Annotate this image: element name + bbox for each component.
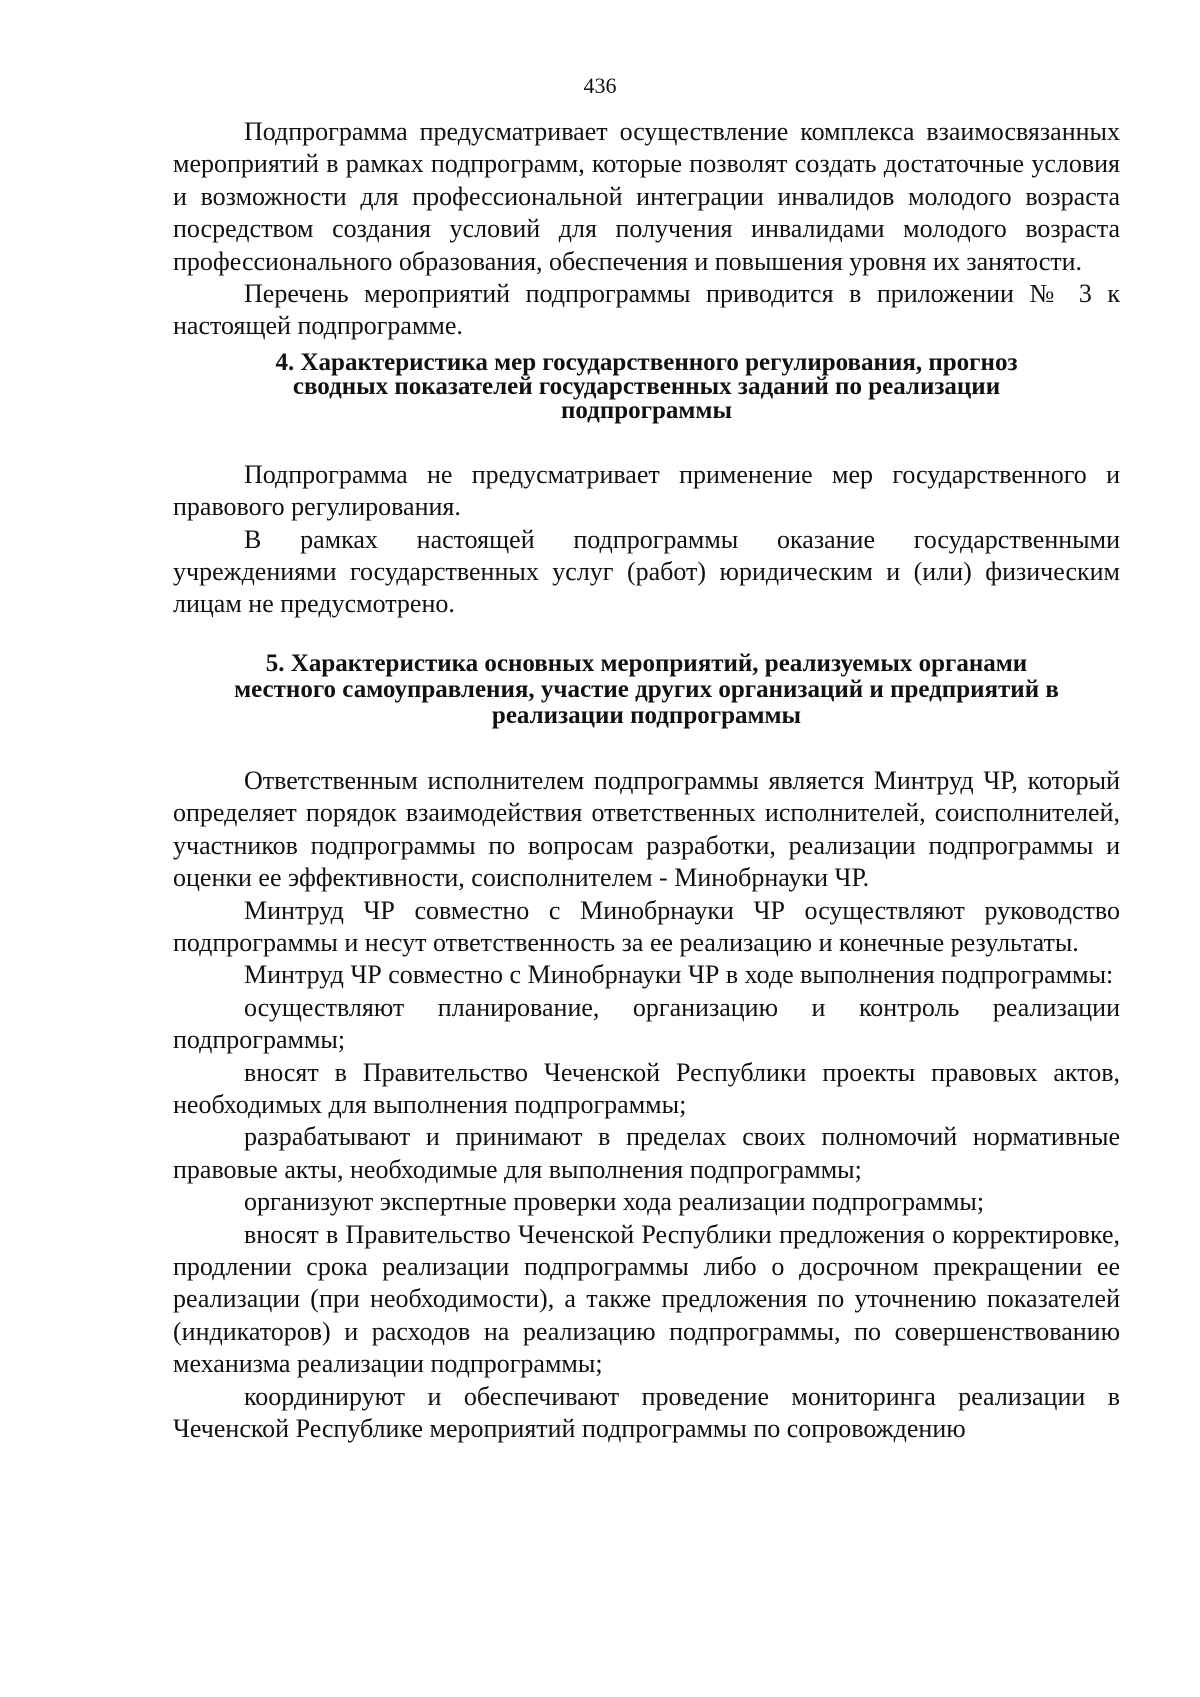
paragraph: вносят в Правительство Чеченской Республики проекты правовых актов, необходимых для выполнения подпрограммы; <box>173 1057 1120 1119</box>
page-number: 436 <box>583 73 617 98</box>
paragraph: координируют и обеспечивают проведение мониторинга реализации в Чеченской Республике мероприятий подпрограммы по сопровождению <box>173 1381 1120 1443</box>
paragraph: вносят в Правительство Чеченской Республики предложения о корректировке, продлении срока реализации подпрограммы либо о досрочном прекращении ее реализации (при необходимости), а также предложения по уточнению показателей (индикаторов) и расходов на реализацию подпрограммы, по совершенствованию механизма реализации подпрограммы; <box>173 1219 1120 1379</box>
paragraph: Ответственным исполнителем подпрограммы является Минтруд ЧР, который определяет порядок взаимодействия ответственных исполнителей, соисполнителей, участников подпрограммы по вопросам разработки, реализации подпрограммы и оценки ее эффективности, соисполнителем - Минобрнауки ЧР. <box>173 765 1120 893</box>
paragraph: осуществляют планирование, организацию и контроль реализации подпрограммы; <box>173 992 1120 1055</box>
paragraph: Минтруд ЧР совместно с Минобрнауки ЧР осуществляют руководство подпрограммы и несут ответственность за ее реализацию и конечные результаты. <box>173 895 1120 957</box>
heading-line: сводных показателей государственных заданий по реализации <box>292 372 1001 400</box>
paragraph: организуют экспертные проверки хода реализации подпрограммы; <box>244 1187 985 1217</box>
paragraph: Подпрограмма предусматривает осуществление комплекса взаимосвязанных мероприятий в рамках подпрограмм, которые позволят создать достаточные условия и возможности для профессиональной интеграции инвалидов молодого возраста посредством создания условий для получения инвалидами молодого возраста профессионального образования, обеспечения и повышения уровня их занятости. <box>173 117 1120 276</box>
heading-line: реализации подпрограммы <box>491 701 802 729</box>
paragraph: Подпрограмма не предусматривает применение мер государственного и правового регулирования. <box>173 459 1120 522</box>
paragraph: разрабатывают и принимают в пределах своих полномочий нормативные правовые акты, необходимые для выполнения подпрограммы; <box>173 1122 1120 1184</box>
heading-line: местного самоуправления, участие других организаций и предприятий в <box>234 675 1059 703</box>
heading-line: подпрограммы <box>561 396 732 424</box>
section-heading-4 <box>173 348 1120 424</box>
paragraph: Перечень мероприятий подпрограммы приводится в приложении № 3 к настоящей подпрограмме. <box>173 279 1120 341</box>
heading-line: 5. Характеристика основных мероприятий, реализуемых органами <box>265 649 1028 677</box>
document-body <box>173 116 1120 1445</box>
heading-line: 4. Характеристика мер государственного регулирования, прогноз <box>275 348 1018 376</box>
paragraph: Минтруд ЧР совместно с Минобрнауки ЧР в ходе выполнения подпрограммы: <box>244 960 1114 990</box>
section-heading-5 <box>173 651 1120 729</box>
paragraph: В рамках настоящей подпрограммы оказание государственными учреждениями государственных услуг (работ) юридическим и (или) физическим лицам не предусмотрено. <box>173 524 1120 619</box>
